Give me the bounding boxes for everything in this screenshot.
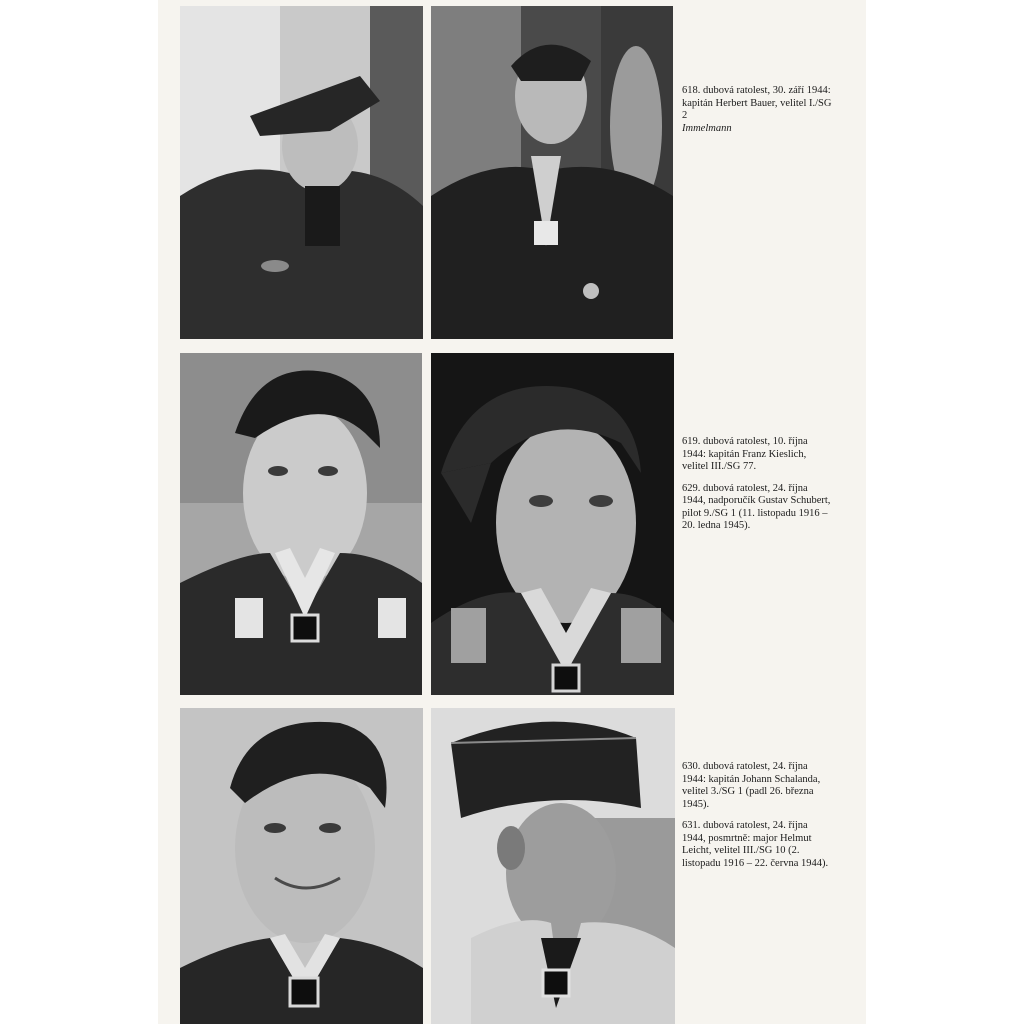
photo-herbert-bauer <box>180 6 423 339</box>
caption-619-629 <box>682 436 832 542</box>
caption-630-631 <box>682 761 832 879</box>
caption-618-text: 618. dubová ratolest, 30. září 1944: kapitán Herbert Bauer, velitel I./SG 2 <box>682 85 832 121</box>
caption-630-text: 630. dubová ratolest, 24. října 1944: kapitán Johann Schalanda, velitel 3./SG 1 (padl 26. března 1945). <box>682 761 821 810</box>
photo-franz-kieslich <box>180 353 422 695</box>
caption-631-text: 631. dubová ratolest, 24. října 1944, posmrtně: major Helmut Leicht, velitel III./SG 10 (2. listopadu 1916 – 22. června 1944). <box>682 820 829 869</box>
caption-619-text: 619. dubová ratolest, 10. října 1944: kapitán Franz Kieslich, velitel III./SG 77. <box>682 436 808 472</box>
photo-gustav-schubert <box>431 353 674 695</box>
photo-helmut-leicht <box>431 708 675 1024</box>
photo-officer-knights-cross <box>431 6 673 339</box>
photo-johann-schalanda <box>180 708 423 1024</box>
caption-618-italic: Immelmann <box>682 122 732 134</box>
caption-629-text: 629. dubová ratolest, 24. října 1944, nadporučík Gustav Schubert, pilot 9./SG 1 (11. listopadu 1916 – 20. ledna 1945). <box>682 482 831 531</box>
caption-618 <box>682 85 832 135</box>
